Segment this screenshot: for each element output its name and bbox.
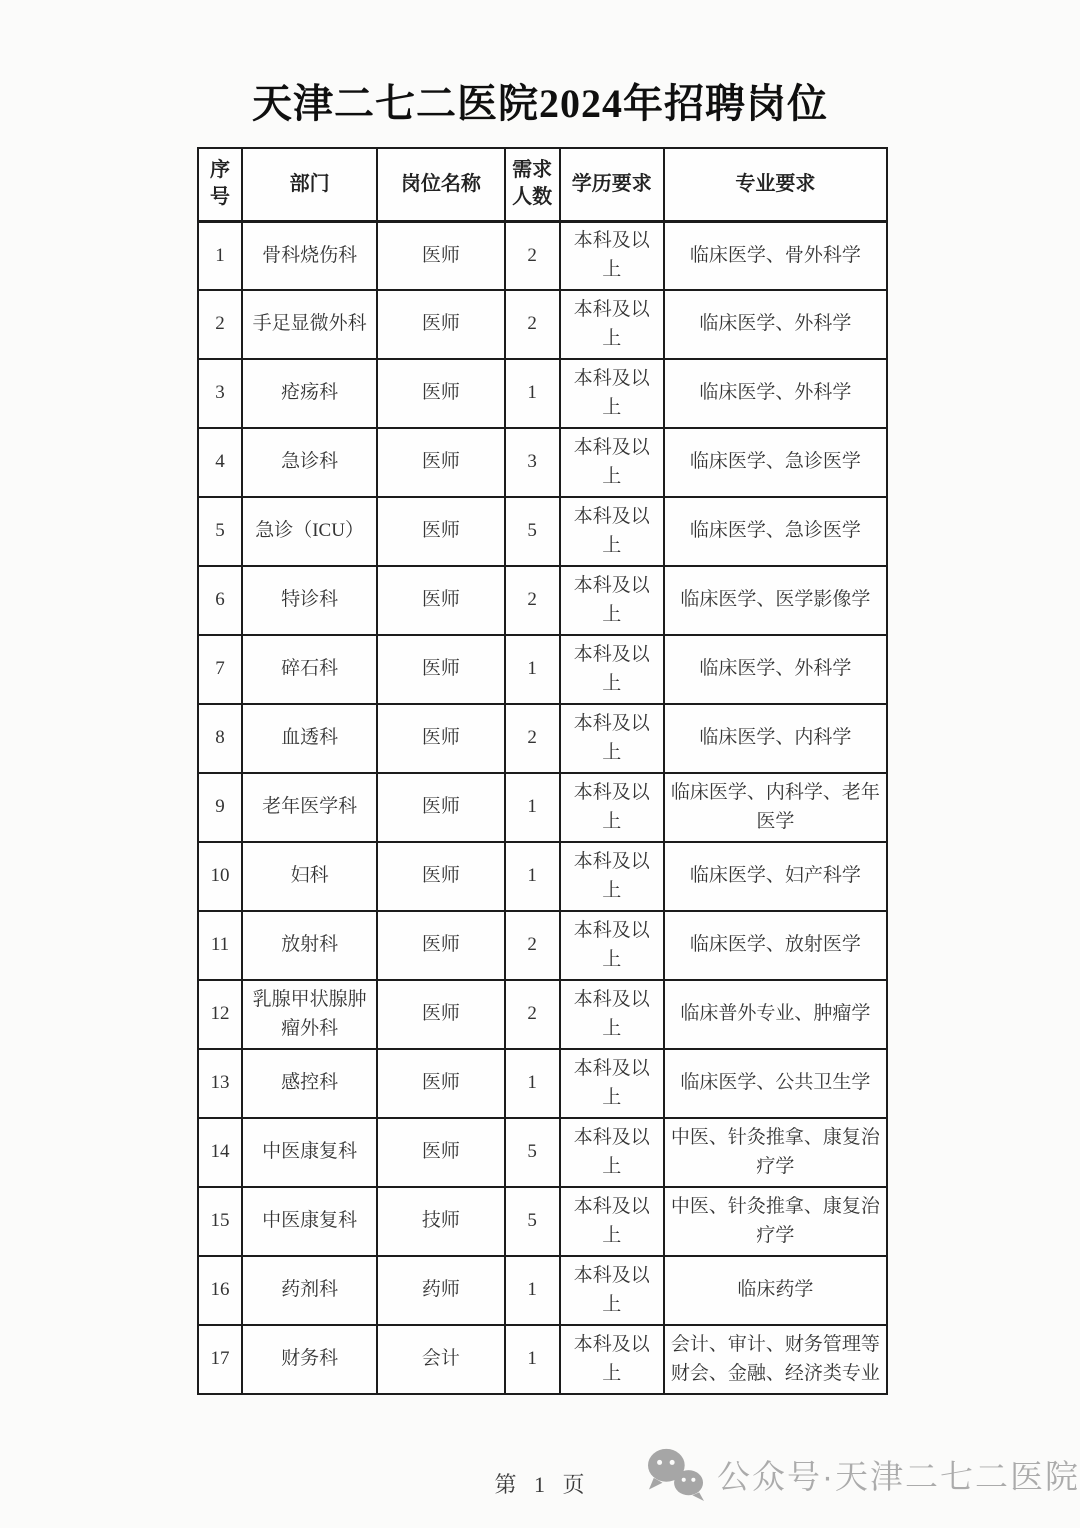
cell-major: 临床医学、医学影像学 xyxy=(664,566,887,635)
cell-edu: 本科及以上 xyxy=(560,566,664,635)
cell-dept: 老年医学科 xyxy=(242,773,377,842)
cell-major: 中医、针灸推拿、康复治疗学 xyxy=(664,1118,887,1187)
cell-dept: 中医康复科 xyxy=(242,1187,377,1256)
cell-no: 6 xyxy=(198,566,242,635)
cell-major: 临床医学、公共卫生学 xyxy=(664,1049,887,1118)
cell-no: 2 xyxy=(198,290,242,359)
watermark-text: 公众号·天津二七二医院 xyxy=(717,1457,1080,1495)
cell-count: 1 xyxy=(505,1256,560,1325)
cell-major: 临床医学、骨外科学 xyxy=(664,221,887,290)
cell-post: 医师 xyxy=(377,359,504,428)
cell-dept: 放射科 xyxy=(242,911,377,980)
header-major: 专业要求 xyxy=(664,148,887,221)
cell-no: 15 xyxy=(198,1187,242,1256)
table-row xyxy=(198,221,887,290)
cell-major: 临床医学、妇产科学 xyxy=(664,842,887,911)
cell-dept: 手足显微外科 xyxy=(242,290,377,359)
cell-edu: 本科及以上 xyxy=(560,842,664,911)
cell-edu: 本科及以上 xyxy=(560,221,664,290)
cell-major: 临床医学、外科学 xyxy=(664,635,887,704)
cell-dept: 感控科 xyxy=(242,1049,377,1118)
cell-post: 医师 xyxy=(377,566,504,635)
table-row xyxy=(198,1118,887,1187)
table-row xyxy=(198,428,887,497)
cell-dept: 特诊科 xyxy=(242,566,377,635)
cell-count: 1 xyxy=(505,359,560,428)
cell-major: 临床医学、急诊医学 xyxy=(664,428,887,497)
watermark xyxy=(645,1446,1080,1502)
cell-major: 临床医学、放射医学 xyxy=(664,911,887,980)
cell-post: 医师 xyxy=(377,773,504,842)
cell-edu: 本科及以上 xyxy=(560,428,664,497)
cell-count: 2 xyxy=(505,980,560,1049)
cell-no: 11 xyxy=(198,911,242,980)
cell-major: 中医、针灸推拿、康复治疗学 xyxy=(664,1187,887,1256)
header-dept: 部门 xyxy=(242,148,377,221)
cell-no: 1 xyxy=(198,221,242,290)
cell-post: 医师 xyxy=(377,704,504,773)
cell-dept: 急诊（ICU） xyxy=(242,497,377,566)
cell-no: 17 xyxy=(198,1325,242,1394)
cell-no: 16 xyxy=(198,1256,242,1325)
cell-count: 5 xyxy=(505,1187,560,1256)
table-row xyxy=(198,1049,887,1118)
table-row xyxy=(198,1256,887,1325)
cell-dept: 药剂科 xyxy=(242,1256,377,1325)
cell-count: 2 xyxy=(505,566,560,635)
wechat-icon xyxy=(645,1446,707,1502)
cell-count: 1 xyxy=(505,1325,560,1394)
cell-post: 医师 xyxy=(377,1118,504,1187)
cell-edu: 本科及以上 xyxy=(560,1118,664,1187)
cell-major: 临床医学、外科学 xyxy=(664,290,887,359)
cell-no: 5 xyxy=(198,497,242,566)
cell-edu: 本科及以上 xyxy=(560,704,664,773)
cell-major: 临床普外专业、肿瘤学 xyxy=(664,980,887,1049)
cell-post: 会计 xyxy=(377,1325,504,1394)
cell-count: 2 xyxy=(505,290,560,359)
cell-no: 12 xyxy=(198,980,242,1049)
table-row xyxy=(198,1325,887,1394)
page-number: 第 1 页 xyxy=(494,1472,591,1497)
table-row xyxy=(198,980,887,1049)
cell-post: 医师 xyxy=(377,221,504,290)
cell-no: 14 xyxy=(198,1118,242,1187)
cell-count: 1 xyxy=(505,773,560,842)
cell-post: 技师 xyxy=(377,1187,504,1256)
cell-post: 医师 xyxy=(377,635,504,704)
cell-dept: 急诊科 xyxy=(242,428,377,497)
cell-edu: 本科及以上 xyxy=(560,1325,664,1394)
table-body xyxy=(198,221,887,1394)
cell-count: 3 xyxy=(505,428,560,497)
header-count: 需求人数 xyxy=(505,148,560,221)
cell-post: 医师 xyxy=(377,497,504,566)
cell-no: 4 xyxy=(198,428,242,497)
cell-dept: 财务科 xyxy=(242,1325,377,1394)
cell-post: 医师 xyxy=(377,428,504,497)
cell-dept: 妇科 xyxy=(242,842,377,911)
cell-no: 7 xyxy=(198,635,242,704)
cell-count: 2 xyxy=(505,704,560,773)
cell-post: 医师 xyxy=(377,1049,504,1118)
cell-edu: 本科及以上 xyxy=(560,1256,664,1325)
header-edu: 学历要求 xyxy=(560,148,664,221)
table-row xyxy=(198,497,887,566)
cell-count: 1 xyxy=(505,842,560,911)
cell-count: 5 xyxy=(505,1118,560,1187)
cell-dept: 中医康复科 xyxy=(242,1118,377,1187)
cell-dept: 碎石科 xyxy=(242,635,377,704)
cell-major: 临床医学、内科学 xyxy=(664,704,887,773)
cell-dept: 血透科 xyxy=(242,704,377,773)
cell-no: 8 xyxy=(198,704,242,773)
header-no: 序号 xyxy=(198,148,242,221)
table-header-row xyxy=(198,148,887,221)
cell-count: 5 xyxy=(505,497,560,566)
table-row xyxy=(198,1187,887,1256)
page-title: 天津二七二医院2024年招聘岗位 xyxy=(252,81,828,126)
cell-post: 医师 xyxy=(377,842,504,911)
cell-no: 10 xyxy=(198,842,242,911)
cell-edu: 本科及以上 xyxy=(560,1049,664,1118)
table-row xyxy=(198,911,887,980)
table-row xyxy=(198,635,887,704)
cell-major: 会计、审计、财务管理等财会、金融、经济类专业 xyxy=(664,1325,887,1394)
recruitment-table xyxy=(197,147,888,1395)
cell-edu: 本科及以上 xyxy=(560,635,664,704)
cell-edu: 本科及以上 xyxy=(560,1187,664,1256)
cell-dept: 骨科烧伤科 xyxy=(242,221,377,290)
table-row xyxy=(198,773,887,842)
cell-count: 2 xyxy=(505,911,560,980)
header-post: 岗位名称 xyxy=(377,148,504,221)
cell-major: 临床药学 xyxy=(664,1256,887,1325)
table-row xyxy=(198,704,887,773)
cell-no: 9 xyxy=(198,773,242,842)
cell-dept: 疮疡科 xyxy=(242,359,377,428)
cell-post: 医师 xyxy=(377,290,504,359)
cell-count: 1 xyxy=(505,1049,560,1118)
cell-no: 3 xyxy=(198,359,242,428)
table-row xyxy=(198,359,887,428)
cell-count: 2 xyxy=(505,221,560,290)
cell-post: 医师 xyxy=(377,911,504,980)
cell-post: 医师 xyxy=(377,980,504,1049)
cell-count: 1 xyxy=(505,635,560,704)
table-row xyxy=(198,566,887,635)
table-row xyxy=(198,290,887,359)
cell-edu: 本科及以上 xyxy=(560,980,664,1049)
cell-major: 临床医学、急诊医学 xyxy=(664,497,887,566)
cell-major: 临床医学、外科学 xyxy=(664,359,887,428)
cell-edu: 本科及以上 xyxy=(560,911,664,980)
cell-edu: 本科及以上 xyxy=(560,290,664,359)
cell-dept: 乳腺甲状腺肿瘤外科 xyxy=(242,980,377,1049)
cell-no: 13 xyxy=(198,1049,242,1118)
cell-edu: 本科及以上 xyxy=(560,773,664,842)
cell-post: 药师 xyxy=(377,1256,504,1325)
cell-edu: 本科及以上 xyxy=(560,359,664,428)
cell-edu: 本科及以上 xyxy=(560,497,664,566)
cell-major: 临床医学、内科学、老年医学 xyxy=(664,773,887,842)
table-row xyxy=(198,842,887,911)
